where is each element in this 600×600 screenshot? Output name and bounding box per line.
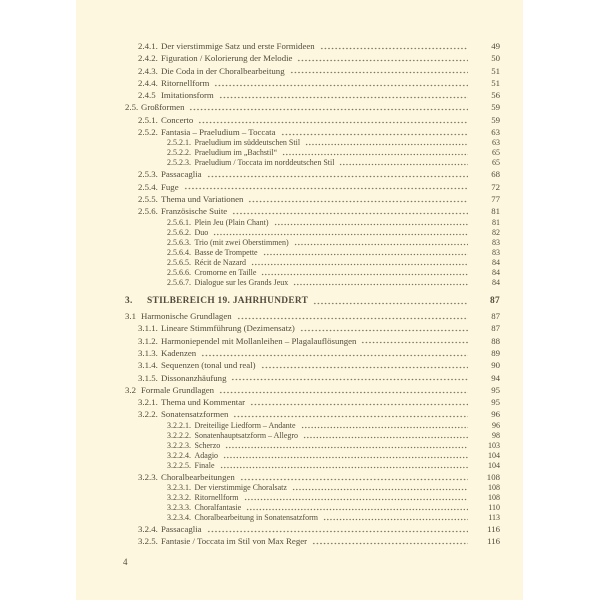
dot-leader xyxy=(301,426,468,429)
toc-entry xyxy=(76,193,523,205)
toc-entry-number: 3.2.2.2. xyxy=(167,430,191,440)
toc-entry-number: 3.2.3. xyxy=(138,471,158,482)
toc-entry xyxy=(76,278,523,288)
toc-entry xyxy=(76,101,523,113)
toc-entry-label: Thema und Variationen xyxy=(161,193,244,204)
toc-entry-label: Scherzo xyxy=(194,440,221,450)
toc-entry-page: 65 xyxy=(492,158,500,168)
toc-entry xyxy=(76,335,523,347)
toc-entry-page: 65 xyxy=(492,148,500,158)
dot-leader xyxy=(303,436,468,439)
dot-leader xyxy=(201,354,468,357)
toc-entry-number: 3.1.4. xyxy=(138,360,158,371)
toc-entry xyxy=(76,535,523,547)
toc-entry-number: 2.5.6. xyxy=(138,206,158,217)
dot-leader xyxy=(223,456,468,459)
toc-entry-number: 3.2.4. xyxy=(138,524,158,535)
toc-entry-page: 63 xyxy=(492,138,500,148)
toc-entry-number: 3. xyxy=(125,295,133,306)
toc-entry-label: Der vierstimmige Choralsatz xyxy=(194,483,287,493)
toc-entry xyxy=(76,493,523,503)
toc-entry-label: Trio (mit zwei Oberstimmen) xyxy=(194,237,289,247)
toc-entry-label: Praeludium im „Bachstil“ xyxy=(194,148,278,158)
toc-entry-page: 59 xyxy=(491,102,500,113)
toc-entry-label: Die Coda in der Choralbearbeitung xyxy=(161,65,285,76)
toc-entry-number: 2.4.2. xyxy=(138,53,158,64)
toc-entry xyxy=(76,295,523,308)
toc-entry-page: 68 xyxy=(491,169,500,180)
toc-entry-page: 103 xyxy=(488,440,500,450)
toc-entry-number: 3.2.1. xyxy=(138,397,158,408)
dot-leader xyxy=(323,518,468,521)
toc-entry xyxy=(76,181,523,193)
dot-leader xyxy=(251,263,468,266)
toc-entry-page: 51 xyxy=(491,77,500,88)
toc-entry-number: 3.1.2. xyxy=(138,335,158,346)
toc-entry-number: 2.5.2.2. xyxy=(167,148,191,158)
toc-entry xyxy=(76,431,523,441)
dot-leader xyxy=(300,329,468,332)
dot-leader xyxy=(294,243,468,246)
page-number: 4 xyxy=(123,557,128,567)
toc-entry-label: Plein Jeu (Plain Chant) xyxy=(194,217,269,227)
toc-entry xyxy=(76,126,523,138)
dot-leader xyxy=(313,302,468,305)
toc-entry-page: 87 xyxy=(490,295,500,306)
toc-entry-number: 2.5.2.3. xyxy=(167,158,191,168)
toc-entry-page: 104 xyxy=(488,460,500,470)
toc-entry-label: Cromorne en Taille xyxy=(194,267,257,277)
toc-entry-label: Großformen xyxy=(141,102,185,113)
dot-leader xyxy=(233,415,468,418)
toc-entry-label: Choralbearbeitungen xyxy=(161,471,235,482)
toc-entry xyxy=(76,218,523,228)
dot-leader xyxy=(214,84,468,87)
dot-leader xyxy=(244,498,469,501)
toc-entry-page: 108 xyxy=(488,493,500,503)
toc-entry-page: 94 xyxy=(491,372,500,383)
dot-leader xyxy=(207,175,468,178)
toc-entry-number: 2.5. xyxy=(125,102,139,113)
toc-entry-number: 3.2.3.2. xyxy=(167,493,191,503)
dot-leader xyxy=(361,341,468,344)
toc-entry-page: 50 xyxy=(491,53,500,64)
dot-leader xyxy=(248,200,468,203)
toc-entry-label: Praeludium / Toccata im norddeutschen Stil xyxy=(194,158,335,168)
dot-leader xyxy=(290,71,468,74)
toc-entry-page: 98 xyxy=(492,430,500,440)
toc-entry xyxy=(76,114,523,126)
toc-entry-label: Ritornellform xyxy=(161,77,210,88)
toc-entry-page: 88 xyxy=(491,335,500,346)
toc-entry-label: Sequenzen (tonal und real) xyxy=(161,360,256,371)
toc-entry-label: Récit de Nazard xyxy=(194,257,247,267)
toc-entry-label: Choralbearbeitung in Sonatensatzform xyxy=(194,513,319,523)
toc-entry-label: Sonatenhauptsatzform – Allegro xyxy=(194,430,299,440)
toc-entry-page: 87 xyxy=(491,311,500,322)
toc-entry-label: Choralfantasie xyxy=(194,503,242,513)
toc-entry-label: Figuration / Kolorierung der Melodie xyxy=(161,53,293,64)
toc-entry-number: 3.2.2.3. xyxy=(167,440,191,450)
toc-entry-page: 59 xyxy=(491,114,500,125)
toc-entry-label: STILBEREICH 19. JAHRHUNDERT xyxy=(147,295,309,306)
dot-leader xyxy=(219,391,468,394)
toc-entry-label: Praeludium im süddeutschen Stil xyxy=(194,138,301,148)
toc-entry-number: 3.1.3. xyxy=(138,347,158,358)
toc-entry-page: 96 xyxy=(491,409,500,420)
toc-entry-number: 2.5.6.7. xyxy=(167,277,191,287)
toc-entry-label: Sonatensatzformen xyxy=(161,409,229,420)
toc-entry-label: Passacaglia xyxy=(161,169,202,180)
toc-entry-page: 72 xyxy=(491,181,500,192)
dot-leader xyxy=(246,508,468,511)
toc-entry xyxy=(76,396,523,408)
dot-leader xyxy=(220,466,469,469)
toc-entry-page: 95 xyxy=(491,397,500,408)
toc-entry-label: Dreiteilige Liedform – Andante xyxy=(194,420,296,430)
toc-entry-label: Basse de Trompette xyxy=(194,247,258,257)
toc-entry-number: 2.5.4. xyxy=(138,181,158,192)
dot-leader xyxy=(219,96,468,99)
toc-entry-label: Formale Grundlagen xyxy=(141,384,215,395)
toc-entry-page: 95 xyxy=(491,384,500,395)
toc-entry-page: 49 xyxy=(491,41,500,51)
toc-entry-page: 84 xyxy=(492,277,500,287)
dot-leader xyxy=(231,378,468,381)
toc-entry-number: 2.4.5 xyxy=(138,90,156,101)
toc-entry-number: 3.2.2.1. xyxy=(167,420,191,430)
toc-entry-number: 2.5.6.4. xyxy=(167,247,191,257)
toc-list xyxy=(76,40,523,548)
toc-entry xyxy=(76,359,523,371)
toc-entry-number: 3.1.5. xyxy=(138,372,158,383)
toc-entry-label: Der vierstimmige Satz und erste Formideen xyxy=(161,41,315,51)
toc-entry xyxy=(76,408,523,420)
dot-leader xyxy=(261,366,468,369)
toc-entry-page: 108 xyxy=(486,471,500,482)
toc-entry-page: 113 xyxy=(488,513,500,523)
toc-entry xyxy=(76,52,523,64)
toc-entry-page: 81 xyxy=(491,206,500,217)
toc-entry-page: 89 xyxy=(491,347,500,358)
toc-entry xyxy=(76,513,523,523)
toc-entry-number: 2.4.4. xyxy=(138,77,158,88)
toc-entry-page: 116 xyxy=(487,524,500,535)
dot-leader xyxy=(250,403,468,406)
dot-leader xyxy=(213,233,468,236)
toc-entry-page: 84 xyxy=(492,267,500,277)
toc-entry-page: 63 xyxy=(491,127,500,138)
toc-entry-number: 2.5.3. xyxy=(138,169,158,180)
toc-entry xyxy=(76,248,523,258)
toc-entry-page: 87 xyxy=(491,323,500,334)
toc-entry-label: Duo xyxy=(194,227,209,237)
toc-entry-label: Dialogue sur les Grands Jeux xyxy=(194,277,289,287)
dot-leader xyxy=(282,153,468,156)
toc-entry-page: 82 xyxy=(492,227,500,237)
toc-entry-page: 51 xyxy=(491,65,500,76)
toc-entry-label: Französische Suite xyxy=(161,206,228,217)
toc-entry-number: 3.1.1. xyxy=(138,323,158,334)
toc-entry-number: 3.2.3.3. xyxy=(167,503,191,513)
toc-entry-number: 2.5.5. xyxy=(138,193,158,204)
dot-leader xyxy=(339,163,468,166)
toc-entry-number: 2.4.3. xyxy=(138,65,158,76)
toc-entry-label: Finale xyxy=(194,460,215,470)
toc-entry-page: 81 xyxy=(492,217,500,227)
toc-entry-label: Fuge xyxy=(161,181,179,192)
toc-entry xyxy=(76,461,523,471)
toc-entry-number: 3.2.2. xyxy=(138,409,158,420)
toc-entry-label: Adagio xyxy=(194,450,219,460)
dot-leader xyxy=(312,542,468,545)
toc-entry-page: 56 xyxy=(491,90,500,101)
toc-entry xyxy=(76,523,523,535)
toc-entry-page: 110 xyxy=(488,503,500,513)
toc-entry-number: 3.2.5. xyxy=(138,536,158,547)
toc-entry xyxy=(76,238,523,248)
toc-entry xyxy=(76,322,523,334)
toc-entry xyxy=(76,310,523,322)
toc-entry xyxy=(76,503,523,513)
toc-entry-number: 2.5.6.6. xyxy=(167,267,191,277)
toc-entry-label: Concerto xyxy=(161,114,194,125)
toc-entry-number: 2.5.2. xyxy=(138,127,158,138)
toc-entry-label: Thema und Kommentar xyxy=(161,397,246,408)
toc-entry-label: Imitationsform xyxy=(161,90,214,101)
toc-entry-label: Ritornellform xyxy=(194,493,239,503)
toc-entry xyxy=(76,347,523,359)
dot-leader xyxy=(184,187,468,190)
toc-entry-page: 96 xyxy=(492,420,500,430)
dot-leader xyxy=(198,121,468,124)
toc-entry-number: 2.5.1. xyxy=(138,114,158,125)
toc-entry-label: Lineare Stimmführung (Dezimensatz) xyxy=(161,323,295,334)
toc-entry xyxy=(76,158,523,168)
toc-entry-page: 104 xyxy=(488,450,500,460)
toc-entry-label: Kadenzen xyxy=(161,347,197,358)
toc-entry xyxy=(76,89,523,101)
toc-entry xyxy=(76,40,523,52)
toc-entry xyxy=(76,168,523,180)
dot-leader xyxy=(261,273,468,276)
toc-entry-label: Dissonanzhäufung xyxy=(161,372,227,383)
toc-entry-number: 2.5.6.3. xyxy=(167,237,191,247)
toc-entry-label: Harmonische Grundlagen xyxy=(141,311,232,322)
toc-entry xyxy=(76,228,523,238)
toc-entry-number: 2.4.1. xyxy=(138,41,158,51)
toc-entry-label: Harmoniependel mit Mollanleihen – Plagalauflösungen xyxy=(161,335,357,346)
toc-entry xyxy=(76,372,523,384)
dot-leader xyxy=(232,212,468,215)
toc-entry-page: 77 xyxy=(491,193,500,204)
toc-entry xyxy=(76,138,523,148)
toc-entry-number: 3.2.2.5. xyxy=(167,460,191,470)
toc-entry xyxy=(76,421,523,431)
toc-entry-page: 116 xyxy=(487,536,500,547)
toc-entry xyxy=(76,65,523,77)
dot-leader xyxy=(240,478,468,481)
toc-entry xyxy=(76,483,523,493)
toc-entry-label: Passacaglia xyxy=(161,524,202,535)
toc-entry-page: 83 xyxy=(492,247,500,257)
toc-entry-number: 3.2 xyxy=(125,384,136,395)
toc-entry-page: 83 xyxy=(492,237,500,247)
toc-entry-number: 3.2.3.4. xyxy=(167,513,191,523)
toc-entry xyxy=(76,258,523,268)
toc-entry xyxy=(76,148,523,158)
toc-entry-label: Fantasia – Praeludium – Toccata xyxy=(161,127,276,138)
dot-leader xyxy=(263,253,468,256)
dot-leader xyxy=(292,488,468,491)
toc-entry-number: 2.5.6.5. xyxy=(167,257,191,267)
toc-entry-number: 2.5.2.1. xyxy=(167,138,191,148)
book-page xyxy=(76,0,523,600)
toc-entry-number: 2.5.6.2. xyxy=(167,227,191,237)
toc-entry-number: 3.2.3.1. xyxy=(167,483,191,493)
toc-entry-page: 90 xyxy=(491,360,500,371)
toc-entry-number: 2.5.6.1. xyxy=(167,217,191,227)
toc-entry-label: Fantasie / Toccata im Stil von Max Reger xyxy=(161,536,308,547)
toc-entry-number: 3.2.2.4. xyxy=(167,450,191,460)
dot-leader xyxy=(297,59,468,62)
dot-leader xyxy=(305,143,468,146)
dot-leader xyxy=(207,530,468,533)
dot-leader xyxy=(281,133,468,136)
toc-entry xyxy=(76,451,523,461)
toc-entry-page: 108 xyxy=(488,483,500,493)
toc-entry xyxy=(76,471,523,483)
toc-entry xyxy=(76,205,523,217)
toc-entry-number: 3.1 xyxy=(125,311,136,322)
toc-entry-page: 84 xyxy=(492,257,500,267)
dot-leader xyxy=(274,223,469,226)
dot-leader xyxy=(237,317,468,320)
dot-leader xyxy=(189,108,468,111)
toc-entry xyxy=(76,77,523,89)
toc-entry xyxy=(76,268,523,278)
toc-entry xyxy=(76,441,523,451)
dot-leader xyxy=(293,283,468,286)
dot-leader xyxy=(225,446,468,449)
dot-leader xyxy=(320,47,468,50)
toc-entry xyxy=(76,384,523,396)
